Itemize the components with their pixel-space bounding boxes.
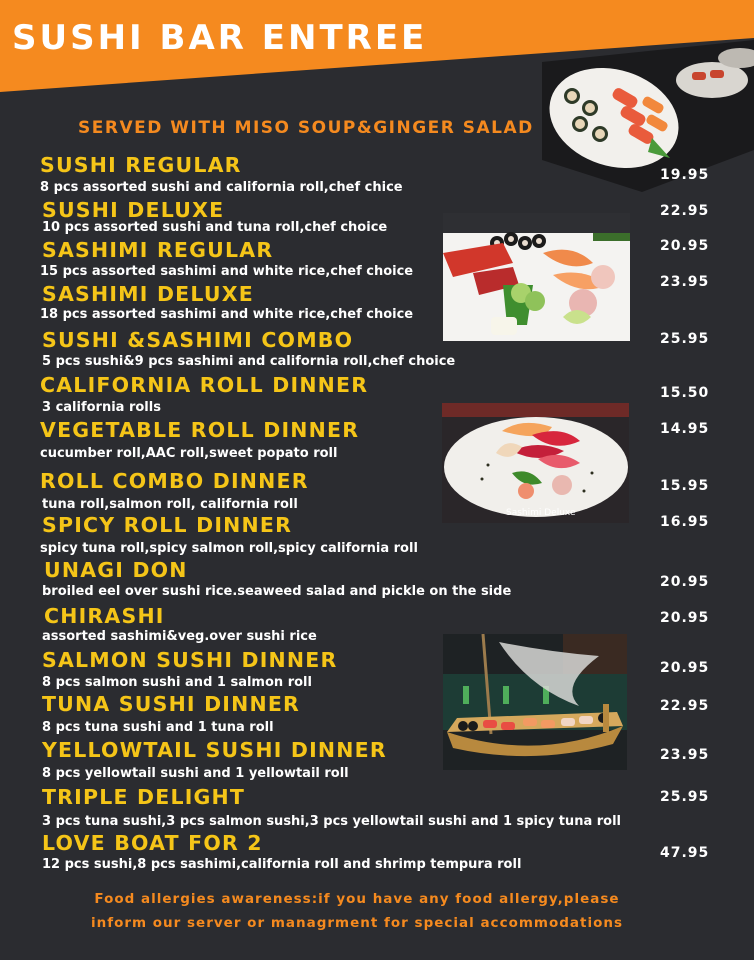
menu-item-name: UNAGI DON [44,558,188,582]
menu-item-name: YELLOWTAIL SUSHI DINNER [42,738,387,762]
menu-item-description: 8 pcs assorted sushi and california roll,chef chice [40,180,403,195]
menu-item-description: 3 pcs tuna sushi,3 pcs salmon sushi,3 pcs yellowtail sushi and 1 spicy tuna roll [42,814,621,829]
menu-item-name: LOVE BOAT FOR 2 [42,831,263,855]
menu-item-price: 14.95 [660,421,710,437]
menu-item-name: SASHIMI DELUXE [42,282,254,306]
menu-item-price: 20.95 [660,574,710,590]
menu-item-name: ROLL COMBO DINNER [40,469,309,493]
menu-item-name: SPICY ROLL DINNER [42,513,293,537]
menu-item-price: 20.95 [660,660,710,676]
menu-item-description: 3 california rolls [42,400,161,415]
menu-item-price: 23.95 [660,274,710,290]
menu-item-name: SUSHI REGULAR [40,153,242,177]
menu-item-description: 15 pcs assorted sashimi and white rice,chef choice [40,264,414,279]
menu-item-description: 8 pcs tuna sushi and 1 tuna roll [42,720,274,735]
menu-item-name: SUSHI &SASHIMI COMBO [42,328,354,352]
menu-item-description: 10 pcs assorted sushi and tuna roll,chef choice [42,220,388,235]
menu-item-description: tuna roll,salmon roll, california roll [42,497,298,512]
menu-item-name: VEGETABLE ROLL DINNER [40,418,360,442]
sashimi-plate-photo [443,213,630,341]
menu-item-price: 19.95 [660,167,710,183]
menu-item-description: cucumber roll,AAC roll,sweet popato roll [40,446,338,461]
menu-item-description: 8 pcs yellowtail sushi and 1 yellowtail roll [42,766,349,781]
served-with-subtitle: SERVED WITH MISO SOUP&GINGER SALAD [78,118,534,138]
love-boat-photo [443,634,627,770]
menu-item-name: SALMON SUSHI DINNER [42,648,338,672]
menu-item-price: 15.95 [660,478,710,494]
allergy-notice-line1: Food allergies awareness:if you have any food allergy,please [94,891,620,907]
menu-item-price: 20.95 [660,610,710,626]
sashimi-deluxe-photo [442,403,629,523]
menu-item-price: 22.95 [660,203,710,219]
menu-item-description: 12 pcs sushi,8 pcs sashimi,california roll and shrimp tempura roll [42,857,522,872]
menu-item-name: TUNA SUSHI DINNER [42,692,301,716]
menu-item-price: 25.95 [660,789,710,805]
menu-item-price: 20.95 [660,238,710,254]
menu-item-price: 23.95 [660,747,710,763]
menu-item-name: TRIPLE DELIGHT [42,785,246,809]
menu-item-description: broiled eel over sushi rice.seaweed salad and pickle on the side [42,584,512,599]
menu-item-name: SASHIMI REGULAR [42,238,274,262]
menu-item-description: 5 pcs sushi&9 pcs sashimi and california roll,chef choice [42,354,456,369]
sashimi-deluxe-caption: Sashimi Deluxe [506,508,576,518]
menu-item-price: 22.95 [660,698,710,714]
sushi-platter-photo [542,40,754,192]
menu-item-description: 8 pcs salmon sushi and 1 salmon roll [42,675,312,690]
menu-item-price: 47.95 [660,845,710,861]
menu-item-price: 15.50 [660,385,710,401]
menu-item-price: 25.95 [660,331,710,347]
menu-item-description: 18 pcs assorted sashimi and white rice,chef choice [40,307,414,322]
menu-item-name: CALIFORNIA ROLL DINNER [40,373,369,397]
menu-item-description: assorted sashimi&veg.over sushi rice [42,629,317,644]
menu-item-description: spicy tuna roll,spicy salmon roll,spicy california roll [40,541,418,556]
menu-item-name: SUSHI DELUXE [42,198,225,222]
allergy-notice-line2: inform our server or managrment for special accommodations [90,915,624,931]
menu-item-name: CHIRASHI [44,604,165,628]
page-title: SUSHI BAR ENTREE [12,18,428,58]
menu-item-price: 16.95 [660,514,710,530]
